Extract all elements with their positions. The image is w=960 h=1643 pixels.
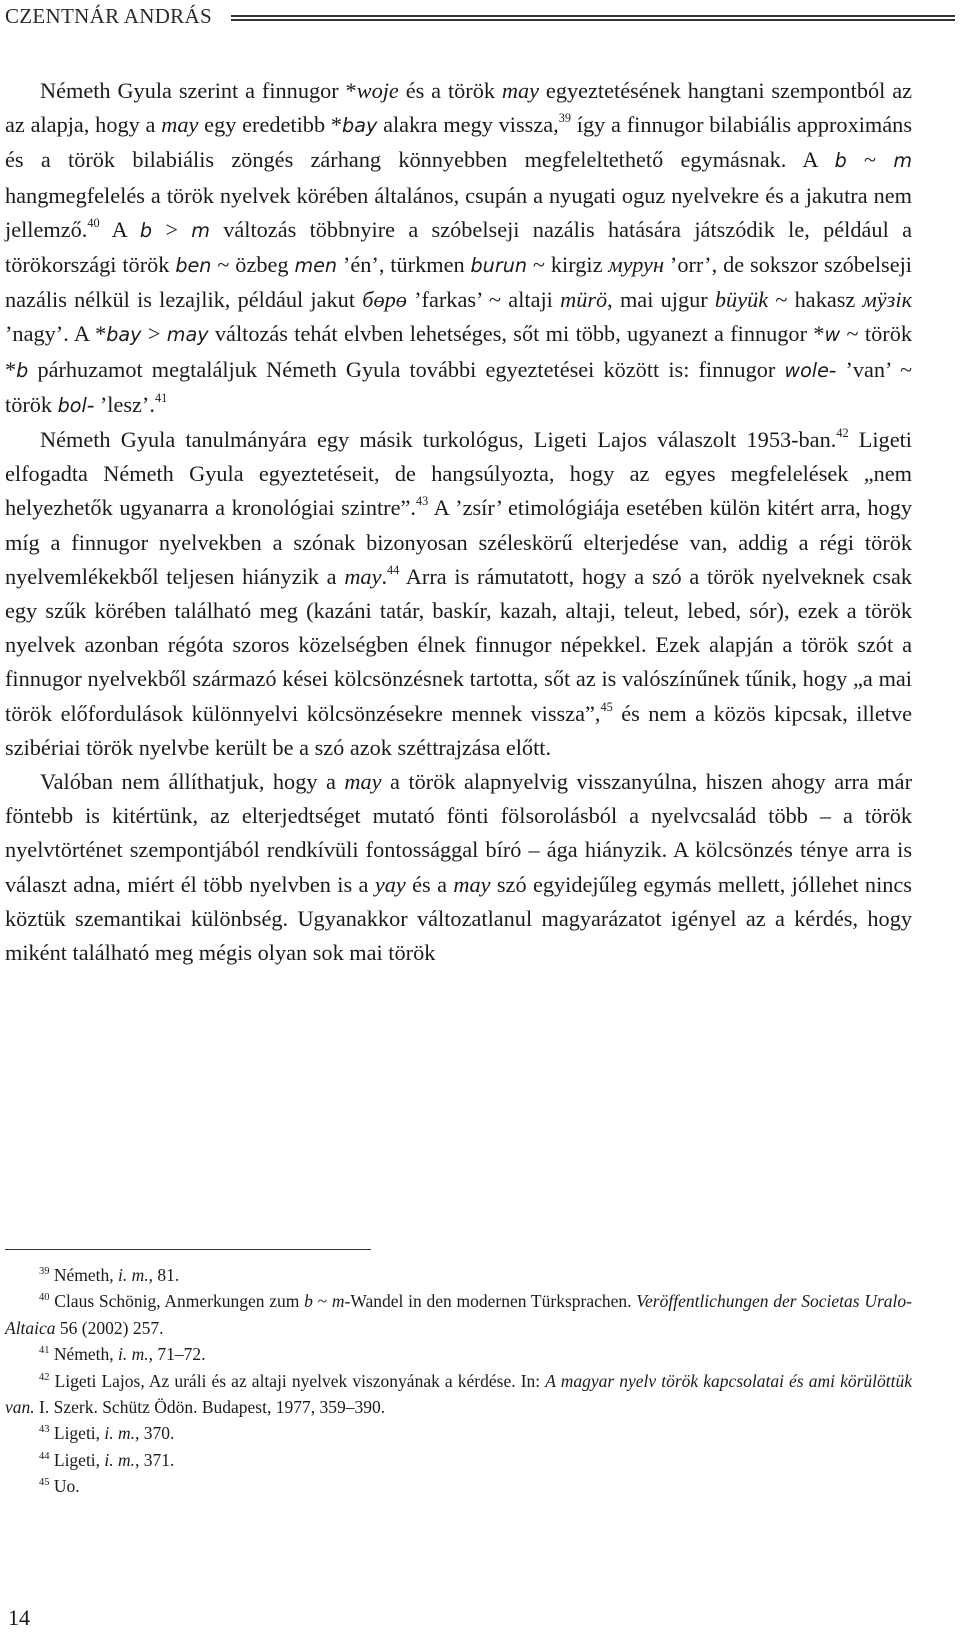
footnote-45: $^{45}$ Uo. [39, 1476, 80, 1497]
body-text [5, 74, 912, 970]
footnote-43: $^{43}$ Ligeti, i. m., 370. [39, 1423, 175, 1444]
footnote-39: $^{39}$ Németh, i. m., 81. [39, 1265, 180, 1285]
footnote-44: $^{44}$ Ligeti, i. m., 371. [39, 1449, 175, 1470]
header-rule [231, 15, 955, 21]
page-number: 14 [8, 1605, 30, 1630]
page-header [5, 4, 955, 34]
footnote-separator [5, 1249, 371, 1250]
paragraph-2: Németh Gyula tanulmányára egy másik turkológus, Ligeti Lajos válaszolt 1953-ban.$^{42}$ Ligeti elfogadta Németh Gyula egyeztetéseit, de hangsúlyozta, hogy az egyes megfelelések „nem helyezhetők ugyanarra a kronológiai szintre”.$^{43}$ A ’zsír’ etimológiája esetében külön kitért arra, hogy míg a finnugor nyelvekben a szónak bizonyosan széleskörű elterjedése van, addig a régi török nyelvemlékekből teljesen hiányzik a may.$^{44}$ Arra is rámutatott, hogy a szó a török nyelveknek csak egy szűk körében található meg (kazáni tatár, baskír, kazah, altaji, teleut, lebed, sór), ezek a török nyelvek azonban régóta szoros közelségben élnek finnugor népekkel. Ezek alapján a török szót a finnugor nyelvekből származó kései kölcsönzésnek tartotta, sőt az is valószínűnek tűnik, hogy „a mai török előfordulások különnyelvi kölcsönzésekre mennek vissza”,$^{45}$ és nem a közös kipcsak, illetve szibériai török nyelvbe került be a szó azok széttrajzása előtt. [5, 426, 913, 760]
footnote-ref-44[interactable]: 44 [387, 563, 400, 578]
footnote-42: $^{42}$ Ligeti Lajos, Az uráli és az altaji nyelvek viszonyának a kérdése. In: A magyar nyelv török kapcsolatai és ami körülöttük van. I. Szerk. Schütz Ödön. Budapest, 1977, 359–390. [5, 1370, 913, 1418]
paragraph-1: Németh Gyula szerint a finnugor *woje és a török may egyeztetésének hangtani szempontból az az alapja, hogy a may egy eredetibb *bay alakra megy vissza,$^{39}$ így a finnugor bilabiális approximáns és a török bilabiális zöngés zárhang könnyebben megfeleltethető egymásnak. A b ~ m hangmegfelelés a török nyelvek körében általános, csupán a nyugati oguz nyelvekre és a jakutra nem jellemző.$^{40}$ A b > m változás többnyire a szóbelseji nazális hatására játszódik le, például a törökországi török ben ~ özbeg men ’én’, türkmen burun ~ kirgiz мурун ’orr’, de sokszor szóbelseji nazális nélkül is lezajlik, például jakut бөрө ’farkas’ ~ altaji mürö, mai ujgur büyük ~ hakasz мӱзік ’nagy’. A *bay > may változás tehát elvben lehetséges, sőt mi több, ugyanezt a finnugor *w ~ török *b párhuzamot megtaláljuk Németh Gyula további egyeztetései között is: finnugor wole- ’van’ ~ török bol- ’lesz’.$^{41}$ [5, 78, 913, 417]
footnotes [5, 1262, 912, 1500]
footnote-ref-45[interactable]: 45 [600, 699, 613, 714]
paragraph-3: Valóban nem állíthatjuk, hogy a may a török alapnyelvig visszanyúlna, hiszen ahogy arra már föntebb is kitértünk, az elterjedtséget mutató fönti fölsorolásból a nyelvcsalád több – a török nyelvtörténet szempontjából rendkívüli fontossággal bíró – ága hiányzik. A kölcsönzés ténye arra is választ adna, miért él több nyelvben is a yay és a may szó egyidejűleg egymás mellett, jóllehet nincs köztük szemantikai különbség. Ugyanakkor változatlanul magyarázatot igényel az a kérdés, hogy miként található meg mégis olyan sok mai török [5, 769, 912, 966]
footnote-ref-43[interactable]: 43 [415, 494, 429, 509]
footnote-41: $^{41}$ Németh, i. m., 71–72. [39, 1344, 206, 1365]
footnote-ref-39[interactable]: 39 [558, 111, 571, 126]
running-head: CZENTNÁR ANDRÁS [5, 4, 212, 28]
footnote-ref-40[interactable]: 40 [87, 216, 100, 231]
footnote-ref-42[interactable]: 42 [836, 426, 849, 441]
footnote-40: $^{40}$ Claus Schönig, Anmerkungen zum b ~ m-Wandel in den modernen Türksprachen. Veröffentlichungen der Societas Uralo-Altaica 56 (2002) 257. [5, 1291, 912, 1338]
footnote-ref-41[interactable]: 41 [154, 391, 168, 406]
